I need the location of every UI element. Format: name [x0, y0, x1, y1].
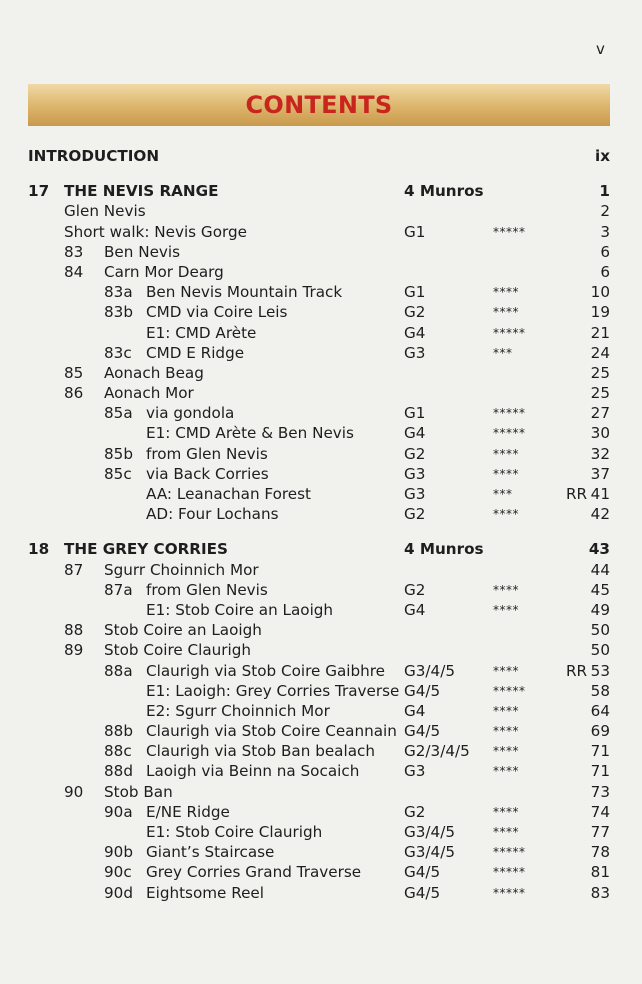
- entry-rating-stars: ****: [493, 744, 519, 759]
- entry-rating-stars: ****: [493, 724, 519, 739]
- entry-number: 85a: [104, 404, 133, 423]
- entry-title: AD: Four Lochans: [146, 505, 279, 524]
- entry-number: 90d: [104, 883, 133, 902]
- entry-number: 85: [64, 363, 84, 382]
- toc-entry: [0, 741, 642, 761]
- entry-title: Aonach Mor: [104, 384, 194, 403]
- entry-number: 88c: [104, 742, 132, 761]
- entry-number: 90: [64, 782, 84, 801]
- entry-number: 84: [64, 262, 84, 281]
- entry-number: 83c: [104, 343, 132, 362]
- entry-title: Claurigh via Stob Ban bealach: [146, 742, 375, 761]
- entry-grade: G3: [404, 762, 426, 781]
- entry-title: Stob Coire an Laoigh: [104, 621, 262, 640]
- contents-banner: [28, 84, 610, 126]
- entry-page-number: 50: [590, 621, 610, 640]
- entry-page-number: 42: [590, 505, 610, 524]
- entry-number: 85b: [104, 444, 133, 463]
- entry-page-number: 21: [590, 323, 610, 342]
- entry-page-number: 41: [590, 485, 610, 503]
- entry-grade: G3: [404, 343, 426, 362]
- toc-entry: [0, 620, 642, 640]
- toc-entry: [0, 640, 642, 660]
- entry-page-number: 6: [600, 262, 610, 281]
- toc-entry: [0, 423, 642, 443]
- toc-entry: [0, 403, 642, 423]
- toc-entry: [0, 883, 642, 903]
- entry-page-number: ix: [594, 147, 610, 165]
- entry-title: Grey Corries Grand Traverse: [146, 863, 362, 882]
- entry-title: E1: CMD Arète: [146, 323, 257, 342]
- toc-list: [0, 146, 642, 903]
- entry-title: Giant’s Staircase: [146, 843, 275, 862]
- entry-number: 88d: [104, 762, 133, 781]
- entry-page-number: 64: [590, 701, 610, 720]
- entry-title: E2: Sgurr Choinnich Mor: [146, 701, 330, 720]
- toc-entry: [0, 201, 642, 221]
- entry-page-number: 27: [590, 404, 610, 423]
- toc-entry: [0, 484, 642, 504]
- entry-number: 83: [64, 242, 84, 261]
- entry-title: from Glen Nevis: [146, 580, 268, 599]
- entry-grade: G3/4/5: [404, 823, 455, 841]
- entry-rating-stars: ****: [493, 507, 519, 522]
- entry-page-number: 83: [590, 883, 610, 902]
- entry-page-number: 2: [600, 202, 610, 221]
- toc-entry: [0, 343, 642, 363]
- entry-grade: G3/4/5: [404, 661, 455, 680]
- entry-rating-stars: *****: [493, 885, 526, 900]
- entry-title: Laoigh via Beinn na Socaich: [146, 762, 360, 781]
- toc-entry: [0, 600, 642, 620]
- entry-page-number: 81: [590, 863, 610, 882]
- entry-rating-stars: *****: [493, 325, 526, 340]
- page-number: v: [596, 40, 605, 58]
- entry-page-number: 43: [588, 540, 610, 559]
- entry-number: 86: [64, 384, 84, 403]
- entry-number: 83a: [104, 283, 133, 302]
- toc-entry: [0, 222, 642, 242]
- entry-rating-stars: ***: [493, 487, 513, 501]
- entry-rating-stars: *****: [493, 406, 526, 421]
- entry-rating-stars: *****: [493, 683, 526, 698]
- entry-grade: G2/3/4/5: [404, 742, 470, 761]
- toc-entry: [0, 862, 642, 882]
- toc-entry: [0, 504, 642, 524]
- entry-rating-stars: ***: [493, 345, 513, 360]
- entry-title: E1: Laoigh: Grey Corries Traverse: [146, 681, 400, 700]
- entry-page-number: 69: [590, 722, 610, 741]
- entry-rr-tag: RR: [566, 485, 588, 503]
- entry-rating-stars: ****: [493, 804, 519, 819]
- entry-grade: G1: [404, 283, 426, 302]
- entry-page-number: 6: [600, 242, 610, 261]
- entry-number: 88b: [104, 722, 133, 741]
- entry-number: 83b: [104, 303, 133, 322]
- entry-page-number: 19: [590, 303, 610, 322]
- entry-title: Eightsome Reel: [146, 883, 264, 902]
- entry-title: from Glen Nevis: [146, 444, 268, 463]
- toc-entry: [0, 802, 642, 822]
- entry-title: Glen Nevis: [64, 202, 146, 221]
- entry-page-number: 78: [590, 843, 610, 862]
- entry-title: Ben Nevis Mountain Track: [146, 283, 343, 302]
- toc-entry: [0, 782, 642, 802]
- entry-number: 90b: [104, 843, 133, 862]
- entry-title: Sgurr Choinnich Mor: [104, 560, 259, 579]
- entry-title: Ben Nevis: [104, 242, 181, 261]
- entry-grade: G4/5: [404, 883, 441, 902]
- entry-grade: G2: [404, 580, 426, 599]
- entry-page-number: 50: [590, 641, 610, 660]
- toc-entry: [0, 302, 642, 322]
- entry-rating-stars: *****: [493, 426, 526, 441]
- entry-page-number: 30: [590, 424, 610, 443]
- toc-entry: [0, 146, 642, 166]
- entry-page-number: 58: [590, 681, 610, 700]
- toc-entry: [0, 181, 642, 201]
- entry-page-number: 44: [590, 560, 610, 579]
- entry-number: 17: [28, 182, 50, 201]
- entry-number: 18: [28, 540, 50, 559]
- entry-grade: G2: [404, 444, 426, 463]
- entry-rr-tag: RR: [566, 661, 588, 680]
- entry-page-number: 77: [590, 823, 610, 841]
- entry-title: AA: Leanachan Forest: [146, 485, 312, 503]
- entry-grade: G1: [404, 404, 426, 423]
- entry-title: THE GREY CORRIES: [64, 540, 228, 559]
- entry-rating-stars: ****: [493, 285, 519, 300]
- toc-entry: [0, 242, 642, 262]
- entry-title: Stob Ban: [104, 782, 173, 801]
- entry-title: via Back Corries: [146, 464, 269, 483]
- entry-grade: G3/4/5: [404, 843, 455, 862]
- toc-entry: [0, 822, 642, 842]
- entry-number: 88a: [104, 661, 133, 680]
- entry-title: Claurigh via Stob Coire Gaibhre: [146, 661, 386, 680]
- entry-grade: G4/5: [404, 681, 441, 700]
- entry-number: 87a: [104, 580, 133, 599]
- entry-title: Short walk: Nevis Gorge: [64, 222, 247, 241]
- toc-entry: [0, 761, 642, 781]
- entry-title: E1: CMD Arète & Ben Nevis: [146, 424, 354, 443]
- entry-grade: 4 Munros: [404, 540, 484, 559]
- entry-page-number: 25: [590, 363, 610, 382]
- entry-grade: G2: [404, 802, 426, 821]
- toc-entry: [0, 262, 642, 282]
- entry-grade: G3: [404, 464, 426, 483]
- entry-rating-stars: ****: [493, 446, 519, 461]
- entry-page-number: 71: [590, 762, 610, 781]
- entry-title: CMD E Ridge: [146, 343, 245, 362]
- entry-rating-stars: *****: [493, 865, 526, 880]
- entry-number: 85c: [104, 464, 132, 483]
- entry-title: E1: Stob Coire Claurigh: [146, 823, 323, 841]
- entry-title: CMD via Coire Leis: [146, 303, 288, 322]
- toc-entry: [0, 721, 642, 741]
- entry-rating-stars: ****: [493, 466, 519, 481]
- entry-grade: G2: [404, 505, 426, 524]
- toc-entry: [0, 282, 642, 302]
- toc-entry: [0, 444, 642, 464]
- toc-entry: [0, 539, 642, 559]
- entry-page-number: 25: [590, 384, 610, 403]
- entry-number: 89: [64, 641, 84, 660]
- entry-title: Stob Coire Claurigh: [104, 641, 252, 660]
- entry-page-number: 49: [590, 600, 610, 619]
- entry-grade: G1: [404, 222, 426, 241]
- entry-title: Aonach Beag: [104, 363, 204, 382]
- entry-title: Carn Mor Dearg: [104, 262, 224, 281]
- entry-page-number: 37: [590, 464, 610, 483]
- entry-grade: G4: [404, 424, 426, 443]
- entry-grade: G2: [404, 303, 426, 322]
- entry-title: E/NE Ridge: [146, 802, 230, 821]
- entry-page-number: 74: [590, 802, 610, 821]
- entry-grade: G4: [404, 600, 426, 619]
- toc-entry: [0, 842, 642, 862]
- contents-heading: CONTENTS: [245, 91, 393, 119]
- entry-page-number: 10: [590, 283, 610, 302]
- toc-entry: [0, 681, 642, 701]
- entry-number: 90c: [104, 863, 132, 882]
- toc-entry: [0, 560, 642, 580]
- entry-grade: G4/5: [404, 722, 441, 741]
- entry-rating-stars: ****: [493, 825, 519, 839]
- entry-rating-stars: ****: [493, 663, 519, 678]
- entry-title: INTRODUCTION: [28, 147, 160, 165]
- entry-title: Claurigh via Stob Coire Ceannain: [146, 722, 397, 741]
- entry-rating-stars: *****: [493, 224, 526, 239]
- entry-page-number: 53: [590, 661, 610, 680]
- entry-rating-stars: ****: [493, 703, 519, 718]
- entry-grade: G4/5: [404, 863, 441, 882]
- entry-grade: 4 Munros: [404, 182, 484, 201]
- entry-page-number: 1: [599, 182, 610, 201]
- entry-title: via gondola: [146, 404, 235, 423]
- toc-entry: [0, 363, 642, 383]
- entry-page-number: 32: [590, 444, 610, 463]
- entry-grade: G3: [404, 485, 426, 503]
- toc-entry: [0, 701, 642, 721]
- entry-page-number: 45: [590, 580, 610, 599]
- entry-page-number: 24: [590, 343, 610, 362]
- entry-page-number: 73: [590, 782, 610, 801]
- entry-rating-stars: ****: [493, 764, 519, 779]
- toc-entry: [0, 661, 642, 681]
- entry-number: 88: [64, 621, 84, 640]
- entry-grade: G4: [404, 701, 426, 720]
- entry-grade: G4: [404, 323, 426, 342]
- entry-title: THE NEVIS RANGE: [64, 182, 219, 201]
- entry-rating-stars: *****: [493, 845, 526, 860]
- entry-title: E1: Stob Coire an Laoigh: [146, 600, 334, 619]
- entry-rating-stars: ****: [493, 305, 519, 320]
- toc-entry: [0, 580, 642, 600]
- toc-entry: [0, 383, 642, 403]
- toc-entry: [0, 464, 642, 484]
- entry-number: 87: [64, 560, 84, 579]
- entry-rating-stars: ****: [493, 582, 519, 597]
- entry-page-number: 3: [600, 222, 610, 241]
- entry-number: 90a: [104, 802, 133, 821]
- toc-entry: [0, 323, 642, 343]
- entry-page-number: 71: [590, 742, 610, 761]
- entry-rating-stars: ****: [493, 602, 519, 617]
